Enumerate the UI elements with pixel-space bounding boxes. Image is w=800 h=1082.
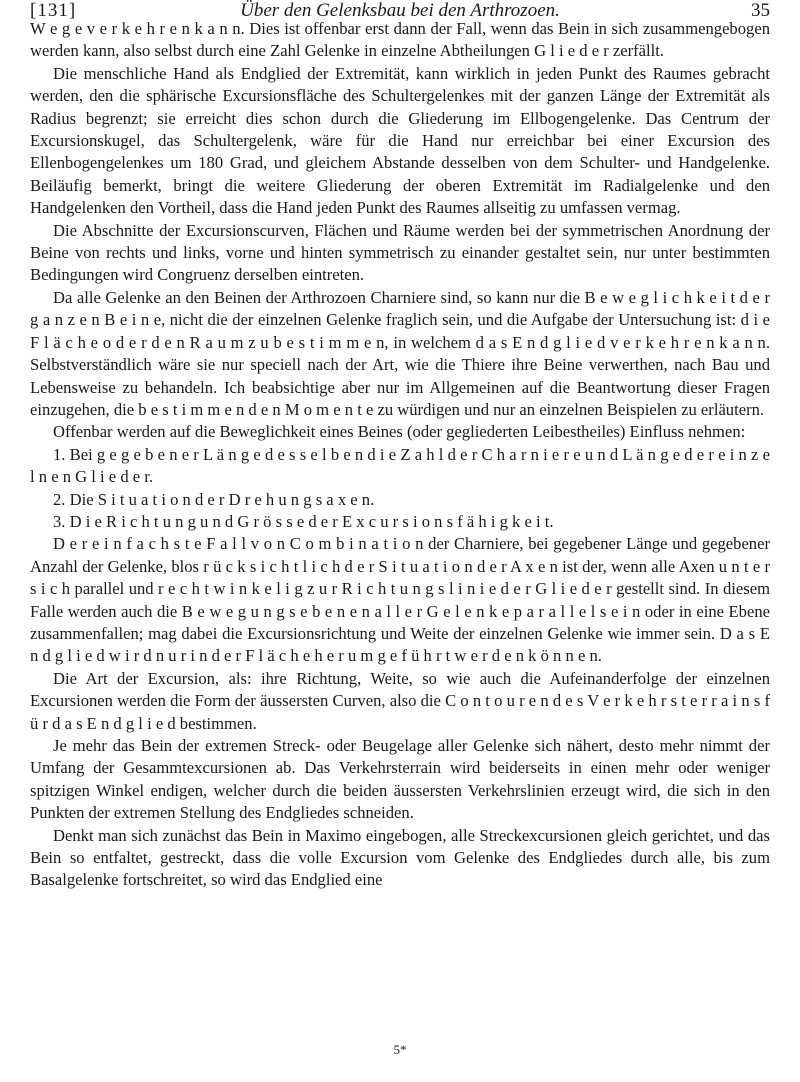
document-page	[30, 0, 770, 1082]
folio-number: 35	[751, 0, 770, 21]
paragraph: Die Art der Excursion, als: ihre Richtung, Weite, so wie auch die Aufeinanderfolge der einzelnen Excursionen werden die Form der äussersten Curven, also die C o n t o u r e n d e s V e r k e h r s t e r r a i n s f ü r d a s E n d g l i e d bestimmen.	[30, 668, 770, 733]
paragraph: Die Abschnitte der Excursionscurven, Flächen und Räume werden bei der symmetrischen Anordnung der Beine von rechts und links, vorne und hinten symmetrisch zu einander gestaltet sein, nur unter bestimmten Bedingungen wird Congruenz derselben eintreten.	[30, 220, 770, 285]
running-title: Über den Gelenksbau bei den Arthrozoen.	[240, 0, 560, 21]
paragraph: W e g e v e r k e h r e n k a n n. Dies ist offenbar erst dann der Fall, wenn das Bein in sich zusammengebogen werden kann, also selbst durch eine Zahl Gelenke in einzelne Abtheilungen G l i e d e r zerfällt.	[30, 19, 770, 61]
paragraph: Da alle Gelenke an den Beinen der Arthrozoen Charniere sind, so kann nur die B e w e g l i c h k e i t d e r g a n z e n B e i n e, nicht die der einzelnen Gelenke fraglich sein, und die Aufgabe der Untersuchung ist: d i e F l ä c h e o d e r d e n R a u m z u b e s t i m m e n, in welchem d a s E n d g l i e d v e r k e h r e n k a n n. Selbstverständlich wäre sie nur speciell nach der Art, wie die Thiere ihre Beine verwerthen, nach Bau und Lebensweise zu behandeln. Ich beabsichtige aber nur im Allgemeinen auf die Beantwortung dieser Fragen einzugehen, die b e s t i m m e n d e n M o m e n t e zu würdigen und nur an einzelnen Beispielen zu erläutern.	[30, 287, 770, 419]
paragraph: D e r e i n f a c h s t e F a l l v o n C o m b i n a t i o n der Charniere, bei gegebener Länge und gegebener Anzahl der Gelenke, blos r ü c k s i c h t l i c h d e r S i t u a t i o n d e r A x e n ist der, wenn alle Axen u n t e r s i c h parallel und r e c h t w i n k e l i g z u r R i c h t u n g s l i n i e d e r G l i e d e r gestellt sind. In diesem Falle werden auch die B e w e g u n g s e b e n e n a l l e r G e l e n k e p a r a l l e l s e i n oder in eine Ebene zusammenfallen; mag dabei die Excursionsrichtung und Weite der einzelnen Gelenke wie immer sein. D a s E n d g l i e d w i r d n u r i n d e r F l ä c h e h e r u m g e f ü h r t w e r d e n k ö n n e n.	[30, 534, 770, 666]
paragraph: Je mehr das Bein der extremen Streck- oder Beugelage aller Gelenke sich nähert, desto mehr nimmt der Umfang der Gesammtexcursionen ab. Das Verkehrsterrain wird beiderseits in einen mehr oder weniger spitzigen Winkel endigen, welcher durch die beiden äussersten Verkehrslinien erzeugt wird, die sich in den Punkten der extremen Stellung des Endgliedes schneiden.	[30, 736, 770, 823]
list-item: 2. Die S i t u a t i o n d e r D r e h u n g s a x e n.	[53, 489, 375, 509]
page-number: [131]	[30, 0, 77, 21]
signature-mark: 5*	[393, 1042, 407, 1057]
list-item: 3. D i e R i c h t u n g u n d G r ö s s e d e r E x c u r s i o n s f ä h i g k e i t.	[53, 511, 554, 531]
body-text	[30, 18, 770, 892]
paragraph: Offenbar werden auf die Beweglichkeit eines Beines (oder gegliederten Leibestheiles) Einfluss nehmen:	[53, 422, 746, 442]
paragraph: Denkt man sich zunächst das Bein in Maximo eingebogen, alle Streckexcursionen gleich gerichtet, und das Bein so entfaltet, gestreckt, dass die volle Excursion vom Gelenke des Endgliedes durch alle, bis zum Basalgelenke fortschreitet, so wird das Endglied eine	[30, 825, 770, 890]
paragraph: Die menschliche Hand als Endglied der Extremität, kann wirklich in jeden Punkt des Raumes gebracht werden, den die sphärische Excursionsfläche des Schultergelenkes mit der ganzen Länge der Extremität als Radius begrenzt; sie erreicht dies schon durch die Gliederung im Ellbogengelenke. Das Centrum der Excursionskugel, das Schultergelenk, wäre für die Hand nur erreichbar bei einer Excursion des Ellenbogengelenkes um 180 Grad, und gleichem Abstande desselben von dem Schulter- und Handgelenke. Beiläufig bemerkt, bringt die weitere Gliederung der oberen Extremität im Radialgelenke und den Handgelenken den Vortheil, dass die Hand jeden Punkt des Raumes allseitig zu umfassen vermag.	[30, 63, 770, 218]
list-item: 1. Bei g e g e b e n e r L ä n g e d e s s e l b e n d i e Z a h l d e r C h a r n i e r e u n d L ä n g e d e r e i n z e l n e n G l i e d e r.	[30, 444, 770, 487]
